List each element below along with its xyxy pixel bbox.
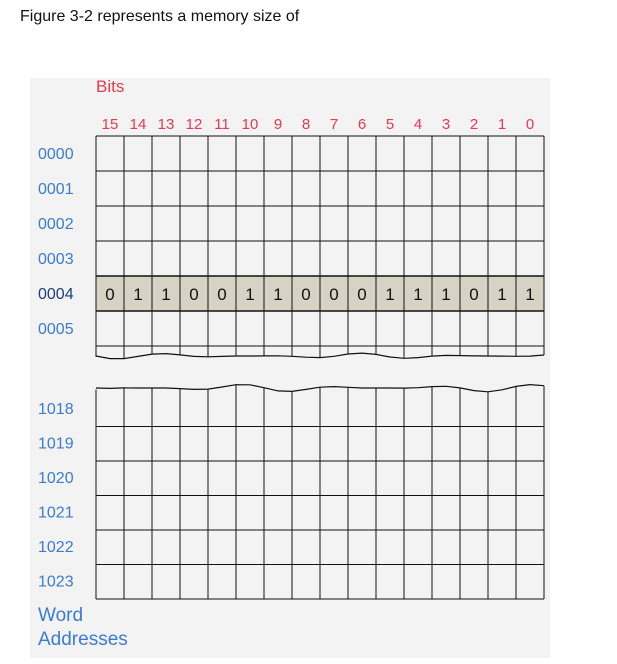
bit-number: 2 (469, 116, 479, 133)
word-address: 1020 (38, 470, 74, 487)
bit-value: 0 (329, 285, 339, 304)
bit-value: 1 (161, 285, 171, 304)
bits-label: Bits (96, 77, 125, 96)
bit-value: 1 (497, 285, 507, 304)
bit-value: 1 (245, 285, 255, 304)
word-address: 0001 (38, 181, 74, 198)
bit-number: 15 (101, 116, 119, 133)
bit-value: 0 (105, 285, 115, 304)
bit-number: 6 (357, 116, 367, 133)
word-address: 1019 (38, 435, 74, 453)
bit-number: 14 (129, 116, 147, 133)
bit-value: 0 (217, 285, 227, 304)
bit-number: 10 (241, 116, 259, 133)
bit-number: 11 (214, 116, 230, 133)
bit-number: 12 (185, 116, 203, 133)
word-address: 0002 (38, 216, 74, 233)
word-addresses-label-line2: Addresses (38, 629, 128, 650)
word-address: 0003 (38, 251, 74, 268)
bit-number: 13 (157, 116, 175, 133)
word-address: 1021 (38, 504, 74, 522)
bit-value: 0 (189, 285, 199, 304)
bit-value: 1 (385, 285, 395, 304)
bit-number: 9 (273, 116, 283, 133)
word-addresses-label-line1: Word (38, 605, 84, 626)
bit-value: 0 (469, 285, 479, 304)
bit-number: 1 (497, 116, 507, 133)
word-address: 1018 (38, 401, 74, 418)
bit-number: 7 (329, 116, 339, 133)
bit-number: 5 (385, 116, 395, 133)
bit-value: 1 (413, 285, 423, 304)
bit-value: 1 (441, 285, 451, 304)
bit-number: 3 (441, 116, 451, 133)
word-address: 1022 (38, 539, 74, 556)
bit-value: 1 (525, 285, 535, 304)
bit-value: 0 (357, 285, 367, 304)
question-text: Figure 3-2 represents a memory size of (20, 8, 300, 25)
bit-number: 0 (525, 116, 535, 133)
word-address: 0000 (38, 146, 74, 163)
bit-number: 4 (413, 116, 423, 133)
bit-value: 0 (301, 285, 311, 304)
word-address: 1023 (38, 573, 74, 591)
figure-background (30, 78, 550, 658)
bit-value: 1 (133, 285, 143, 304)
word-address: 0004 (38, 286, 74, 303)
bit-value: 1 (273, 285, 283, 304)
word-address: 0005 (38, 321, 74, 338)
bit-number: 8 (301, 116, 311, 133)
